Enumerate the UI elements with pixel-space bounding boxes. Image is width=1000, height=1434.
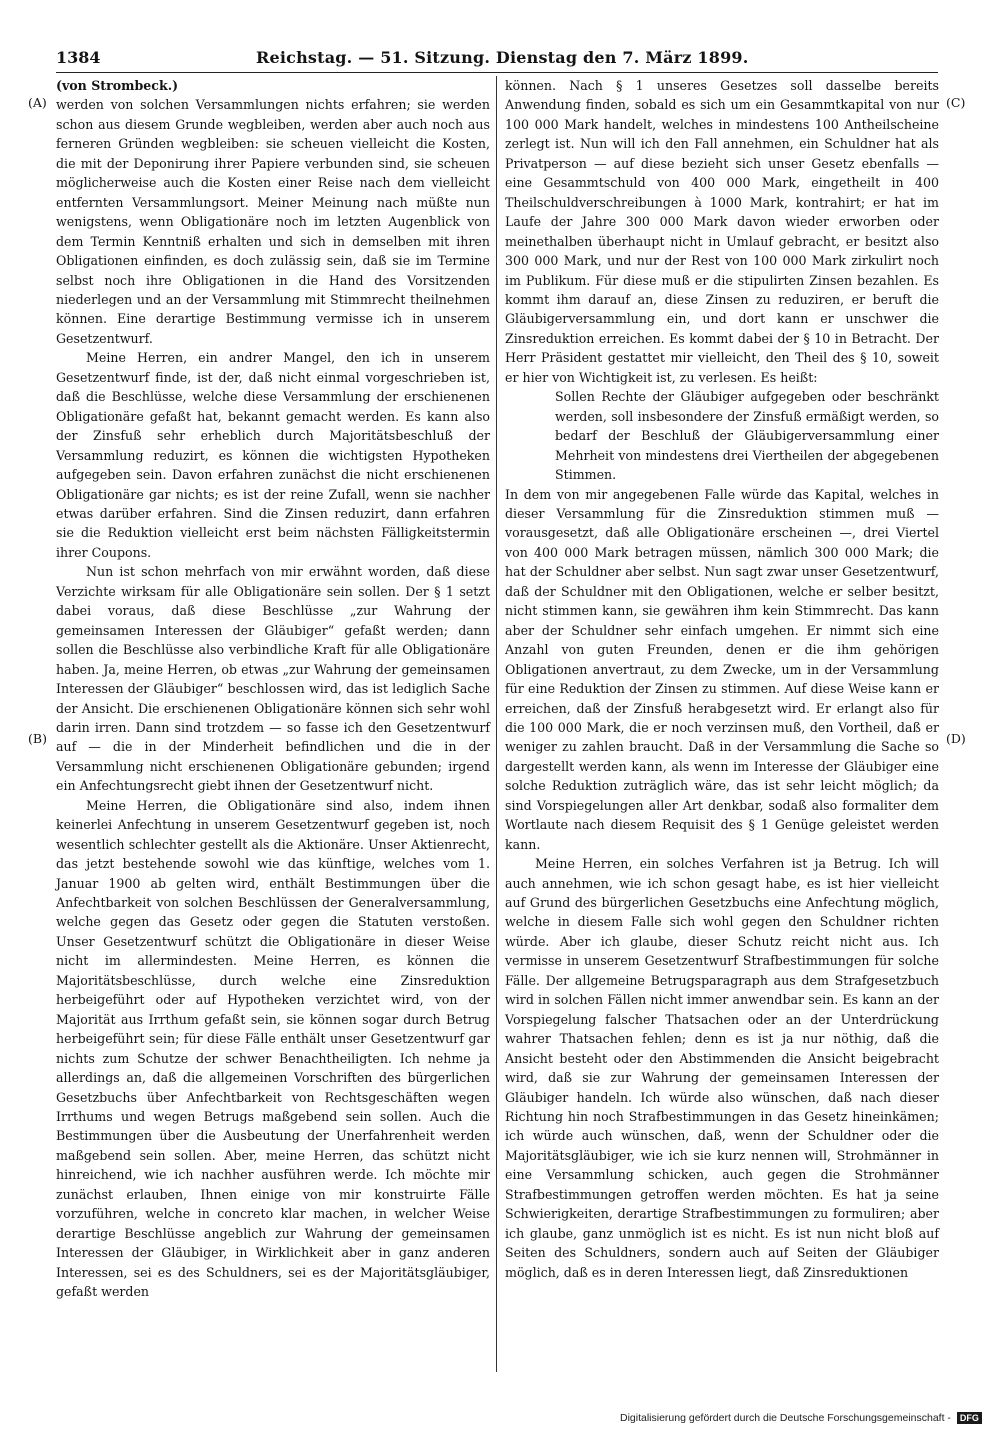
right-column [505, 76, 939, 1282]
speaker-label: (von Strombeck.) [56, 78, 179, 93]
margin-marker-a: (A) [28, 95, 47, 110]
paragraph: Meine Herren, ein andrer Mangel, den ich in unserem Gesetzentwurf finde, ist der, daß nicht einmal vorgeschrieben ist, daß die Beschlüsse, welche diese Versammlung der erschienenen Obligationäre gefaßt hat, bekannt gemacht werden. Es kann also der Zinsfuß sehr erheblich durch Majoritätsbeschluß der Versammlung reduzirt, es können die wichtigsten Hypotheken aufgegeben sein. Davon erfahren zunächst die nicht erschienenen Obligationäre gar nichts; es ist der reine Zufall, wenn sie nachher etwas darüber erfahren. Sind die Zinsen reduzirt, dann erfahren sie die Reduktion vielleicht erst beim nächsten Fälligkeitstermin ihrer Coupons. [56, 350, 490, 560]
paragraph: können. Nach § 1 unseres Gesetzes soll dasselbe bereits Anwendung finden, sobald es sich um ein Gesammtkapital von nur 100 000 Mark handelt, welches in mindestens 100 Antheilscheine zerlegt ist. Nun will ich den Fall annehmen, ein Schuldner hat als Privatperson — auf diese bezieht sich unser Gesetz ebenfalls — eine Gesammtschuld von 400 000 Mark, eingetheilt in 400 Theilschuldverschreibungen à 1000 Mark, kontrahirt; er hat im Laufe der Jahre 300 000 Mark davon wieder erworben oder meinethalben überhaupt nicht in Umlauf gebracht, er besitzt also 300 000 Mark, und nur der Rest von 100 000 Mark zirkulirt noch im Publikum. Für diese muß er die stipulirten Zinsen bezahlen. Es kommt ihm darauf an, diese Zinsen zu reduziren, er beruft die Gläubigerversammlung ein, und dort kann er unschwer die Zinsreduktion erreichen. Es kommt dabei der § 10 in Betracht. Der Herr Präsident gestattet mir vielleicht, den Theil des § 10, soweit er hier von Wichtigkeit ist, zu verlesen. Es heißt: [505, 78, 939, 385]
credit-text: Digitalisierung gefördert durch die Deutsche Forschungsgemeinschaft - [620, 1412, 951, 1424]
margin-marker-c: (C) [946, 95, 966, 110]
page-header [56, 48, 938, 72]
page-number: 1384 [56, 48, 101, 67]
paragraph: Nun ist schon mehrfach von mir erwähnt worden, daß diese Verzichte wirksam für alle Obligationäre sein sollen. Der § 1 setzt dabei voraus, daß diese Beschlüsse „zur Wahrung der gemeinsamen Interessen der Gläubiger“ gefaßt werden; dann sollen die Beschlüsse also verbindliche Kraft für alle Obligationäre haben. Ja, meine Herren, ob etwas „zur Wahrung der gemeinsamen Interessen der Gläubiger“ beschlossen wird, das ist lediglich Sache der Ansicht. Die erschienenen Obligationäre können sich sehr wohl darin irren. Dann sind trotzdem — so fasse ich den Gesetzentwurf auf — die in der Minderheit befindlichen und die in der Versammlung nicht erschienenen Obligationäre gebunden; irgend ein Anfechtungsrecht giebt ihnen der Gesetzentwurf nicht. [56, 564, 490, 794]
running-title: Reichstag. — 51. Sitzung. Dienstag den 7. März 1899. [256, 48, 749, 67]
quoted-statute: Sollen Rechte der Gläubiger aufgegeben oder beschränkt werden, soll insbesondere der Zinsfuß ermäßigt werden, so bedarf der Beschluß der Gläubigerversammlung einer Mehrheit von mindestens drei Viertheilen der abgegebenen Stimmen. [555, 389, 939, 483]
paragraph: werden von solchen Versammlungen nichts erfahren; sie werden schon aus diesem Grunde wegbleiben, werden aber auch noch aus ferneren Gründen wegbleiben: sie scheuen vielleicht die Kosten, die mit der Deponirung ihrer Papiere verbunden sind, sie scheuen möglicherweise auch die Kosten einer Reise nach dem vielleicht entfernten Versammlungsort. Meiner Meinung nach müßte nun wenigstens, wenn Obligationäre noch im letzten Augenblick von dem Termin Kenntniß erhalten und sich in demselben mit ihren Obligationen einfinden, es doch zulässig sein, daß sie im Termine selbst noch ihre Obligationen in die Hand des Vorsitzenden niederlegen und an der Versammlung mit Stimmrecht theilnehmen können. Eine derartige Bestimmung vermisse ich in unserem Gesetzentwurf. [56, 97, 490, 346]
header-rule [56, 72, 938, 73]
left-column [56, 76, 490, 1302]
dfg-logo: DFG [957, 1412, 982, 1424]
paragraph: Meine Herren, die Obligationäre sind also, indem ihnen keinerlei Anfechtung in unserem Gesetzentwurf gegeben ist, noch wesentlich schlechter gestellt als die Aktionäre. Unser Aktienrecht, das jetzt bestehende sowohl wie das künftige, welches vom 1. Januar 1900 ab gelten wird, enthält Bestimmungen über die Anfechtbarkeit von solchen Beschlüssen der Generalversammlung, welche gegen das Gesetz oder gegen die Statuten verstoßen. Unser Gesetzentwurf schützt die Obligationäre in dieser Weise nicht im allermindesten. Meine Herren, es können die Majoritätsbeschlüsse, durch welche eine Zinsreduktion herbeigeführt oder auf Hypotheken verzichtet wird, von der Majorität aus Irrthum gefaßt sein, sie können sogar durch Betrug herbeigeführt sein; für diese Fälle enthält unser Gesetzentwurf gar nichts zum Schutze der schwer Benachtheiligten. Ich nehme ja allerdings an, daß die allgemeinen Vorschriften des bürgerlichen Gesetzbuchs über Anfechtbarkeit von Rechtsgeschäften wegen Irrthums und wegen Betrugs maßgebend sein sollen. Auch die Bestimmungen über die Ausbeutung der Unerfahrenheit werden maßgebend sein sollen. Aber, meine Herren, das schützt nicht hinreichend, wie ich nachher ausführen werde. Ich möchte mir zunächst erlauben, Ihnen einige von mir konstruirte Fälle vorzuführen, welche in concreto klar machen, in welcher Weise derartige Beschlüsse angeblich zur Wahrung der gemeinsamen Interessen der Gläubiger, in Wirklichkeit aber in ganz anderen Interessen, sei es des Schuldners, sei es der Majoritätsgläubiger, gefaßt werden [56, 797, 490, 1300]
margin-marker-d: (D) [946, 731, 966, 746]
column-divider [496, 76, 497, 1372]
paragraph: In dem von mir angegebenen Falle würde das Kapital, welches in dieser Versammlung für die Zinsreduktion stimmen muß — vorausgesetzt, daß alle Obligationäre erscheinen —, drei Viertel von 400 000 Mark betragen müssen, nämlich 300 000 Mark; die hat der Schuldner aber selbst. Nun sagt zwar unser Gesetzentwurf, daß der Schuldner mit den Obligationen, welche er selber besitzt, nicht stimmen kann, sie gewähren ihm kein Stimmrecht. Das kann aber der Schuldner sehr einfach umgehen. Er nimmt sich eine Anzahl von guten Freunden, denen er die ihm gehörigen Obligationen anvertraut, zu dem Zwecke, um in der Versammlung für eine Reduktion der Zinsen zu stimmen. Auf diese Weise kann er erreichen, daß der Zinsfuß herabgesetzt wird. Er erlangt also für die 100 000 Mark, die er noch verzinsen muß, den Vortheil, daß er weniger zu zahlen braucht. Daß in der Versammlung die Sache so dargestellt werden kann, als wenn im Interesse der Gläubiger eine solche Reduktion zuträglich wäre, das ist sehr leicht möglich; da sind Vorspiegelungen aller Art denkbar, sodaß also formaliter dem Wortlaute nach diesem Requisit des § 1 Genüge geleistet werden kann. [505, 486, 939, 852]
paragraph: Meine Herren, ein solches Verfahren ist ja Betrug. Ich will auch annehmen, wie ich schon gesagt habe, es ist hier vielleicht auf Grund des bürgerlichen Gesetzbuchs eine Anfechtung möglich, welche in diesem Falle sich wohl gegen den Schuldner richten würde. Aber ich glaube, dieser Schutz reicht nicht aus. Ich vermisse in unserem Gesetzentwurf Strafbestimmungen für solche Fälle. Der allgemeine Betrugsparagraph aus dem Strafgesetzbuch wird in solchen Fällen nicht immer anwendbar sein. Es kann an der Vorspiegelung falscher Thatsachen oder an der Unterdrückung wahrer Thatsachen fehlen; denn es ist ja nur nöthig, daß die Ansicht besteht oder den Abstimmenden die Ansicht beigebracht wird, daß sie zur Wahrung der gemeinsamen Interessen der Gläubiger handeln. Ich würde also wünschen, daß nach dieser Richtung hin noch Strafbestimmungen in das Gesetz hineinkämen; ich würde auch wünschen, daß, wenn der Schuldner oder die Majoritätsgläubiger, wie ich sie kurz nennen will, Strohmänner in eine Versammlung schicken, auch gegen die Strohmänner Strafbestimmungen getroffen werden möchten. Es hat ja seine Schwierigkeiten, derartige Strafbestimmungen zu formuliren; aber ich glaube, ganz unmöglich ist es nicht. Es ist nun nicht bloß auf Seiten des Schuldners, sondern auch auf Seiten der Gläubiger möglich, daß es in deren Interessen liegt, daß Zinsreduktionen [505, 856, 939, 1280]
margin-marker-b: (B) [28, 731, 47, 746]
digitization-credit [620, 1412, 979, 1428]
